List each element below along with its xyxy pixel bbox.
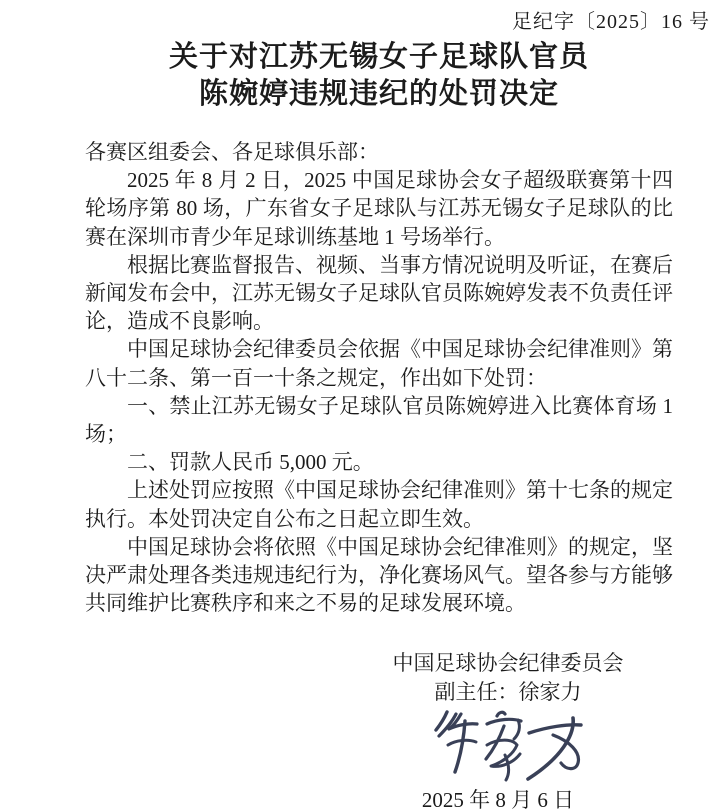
- paragraph-closing: 中国足球协会将依照《中国足球协会纪律准则》的规定，坚决严肃处理各类违规违纪行为，净化赛场风气。望各参与方能够共同维护比赛秩序和来之不易的足球发展环境。: [85, 534, 673, 616]
- handwritten-signature: [425, 695, 620, 795]
- doc-title-line1: 关于对江苏无锡女子足球队官员: [168, 41, 589, 73]
- paragraph-penalty-1: 一、禁止江苏无锡女子足球队官员陈婉婷进入比赛体育场 1 场；: [85, 393, 673, 447]
- signer-title-name: 副主任：徐家力: [434, 679, 582, 704]
- salutation: 各赛区组委会、各足球俱乐部：: [85, 140, 379, 164]
- doc-title-line2: 陈婉婷违规违纪的处罚决定: [198, 78, 559, 110]
- doc-body: [85, 138, 673, 617]
- doc-date: 2025 年 8 月 6 日: [421, 788, 575, 812]
- paragraph-execution: 上述处罚应按照《中国足球协会纪律准则》第十七条的规定执行。本处罚决定自公布之日起立即生效。: [85, 478, 673, 531]
- doc-number: 足纪字〔2025〕16 号: [512, 11, 710, 33]
- paragraph-penalty-2: 二、罚款人民币 5,000 元。: [127, 450, 374, 475]
- paragraph-incident: 根据比赛监督报告、视频、当事方情况说明及听证，在赛后新闻发布会中，江苏无锡女子足球队官员陈婉婷发表不负责任评论，造成不良影响。: [85, 252, 673, 334]
- paragraph-match-info: 2025 年 8 月 2 日，2025 中国足球协会女子超级联赛第十四轮场序第 80 场，广东省女子足球队与江苏无锡女子足球队的比赛在深圳市青少年足球训练基地 1 号场举行。: [85, 168, 673, 249]
- doc-title: [85, 39, 673, 113]
- signing-org: 中国足球协会纪律委员会: [392, 651, 624, 675]
- paragraph-legal-basis: 中国足球协会纪律委员会依据《中国足球协会纪律准则》第八十二条、第一百一十条之规定，作出如下处罚：: [85, 337, 673, 390]
